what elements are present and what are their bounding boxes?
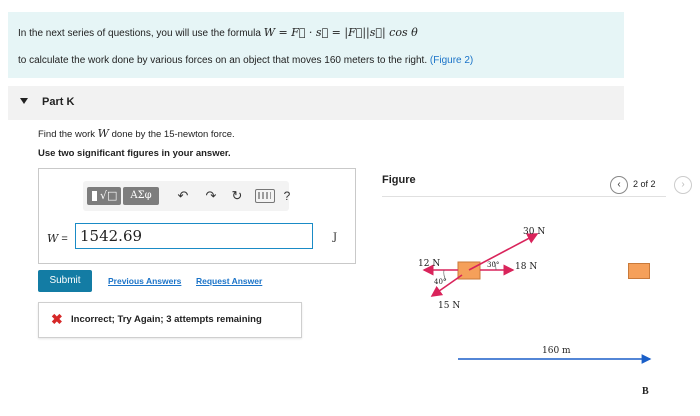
answer-unit: J bbox=[333, 232, 338, 243]
chevron-right-icon[interactable]: › bbox=[674, 176, 692, 194]
instruction-text: Use two significant figures in your answer. bbox=[38, 148, 231, 159]
angle-30-label: 30° bbox=[487, 261, 500, 269]
intro-line-1 bbox=[18, 26, 418, 39]
page-indicator: 2 of 2 bbox=[633, 179, 656, 189]
collapse-caret-icon[interactable] bbox=[20, 98, 28, 104]
submit-button[interactable]: Submit bbox=[38, 270, 92, 292]
question-symbol: W bbox=[97, 127, 109, 140]
redo-icon[interactable]: ↷ bbox=[205, 188, 217, 203]
help-button[interactable]: ? bbox=[283, 189, 291, 203]
answer-box bbox=[38, 168, 356, 264]
part-header[interactable] bbox=[8, 86, 624, 120]
answer-input[interactable]: 1542.69 bbox=[75, 223, 313, 249]
chevron-left-icon[interactable]: ‹ bbox=[610, 176, 628, 194]
x-icon: ✖ bbox=[51, 311, 63, 327]
angle-40-label: 40° bbox=[434, 278, 447, 286]
question-suffix: done by the 15-newton force. bbox=[111, 129, 235, 140]
radical-icon: √□ bbox=[100, 189, 118, 202]
point-b-label: B bbox=[642, 386, 649, 397]
intro-description: to calculate the work done by various forces on an object that moves 160 meters to the right. bbox=[18, 55, 428, 66]
undo-icon[interactable]: ↶ bbox=[177, 188, 189, 203]
reset-icon[interactable]: ↻ bbox=[231, 188, 243, 203]
force-18n-label: 18 N bbox=[515, 262, 538, 272]
feedback-box bbox=[38, 302, 302, 338]
intro-line-2 bbox=[18, 55, 473, 66]
template-square-icon bbox=[92, 191, 97, 201]
part-title: Part K bbox=[42, 96, 75, 108]
keyboard-icon[interactable] bbox=[255, 189, 275, 203]
request-answer-link[interactable]: Request Answer bbox=[196, 276, 263, 286]
figure-title: Figure bbox=[382, 174, 416, 186]
question-text bbox=[38, 127, 235, 140]
previous-answers-link[interactable]: Previous Answers bbox=[108, 276, 182, 286]
distance-label: 160 m bbox=[542, 346, 571, 356]
figure-divider bbox=[382, 196, 666, 197]
force-15n-label: 15 N bbox=[438, 301, 461, 311]
intro-panel bbox=[8, 12, 624, 78]
keyboard-keys-icon bbox=[258, 192, 271, 199]
question-prefix: Find the work bbox=[38, 129, 96, 140]
force-diagram bbox=[410, 220, 670, 400]
feedback-text: Incorrect; Try Again; 3 attempts remaining bbox=[71, 314, 262, 325]
answer-variable: W bbox=[47, 232, 59, 245]
figure-link[interactable]: (Figure 2) bbox=[429, 55, 474, 66]
math-toolbar bbox=[83, 181, 289, 211]
block-b bbox=[628, 263, 650, 279]
greek-symbols-button[interactable]: ΑΣφ bbox=[123, 187, 159, 205]
templates-icon[interactable] bbox=[87, 187, 121, 205]
force-12n-label: 12 N bbox=[418, 259, 441, 269]
answer-equals: = bbox=[61, 233, 68, 245]
intro-text: In the next series of questions, you will use the formula bbox=[18, 28, 261, 39]
force-30n-label: 30 N bbox=[523, 227, 546, 237]
answer-label bbox=[47, 232, 68, 245]
work-formula: W = F⃗ · s⃗ = |F⃗||s⃗| cos θ bbox=[263, 26, 418, 39]
